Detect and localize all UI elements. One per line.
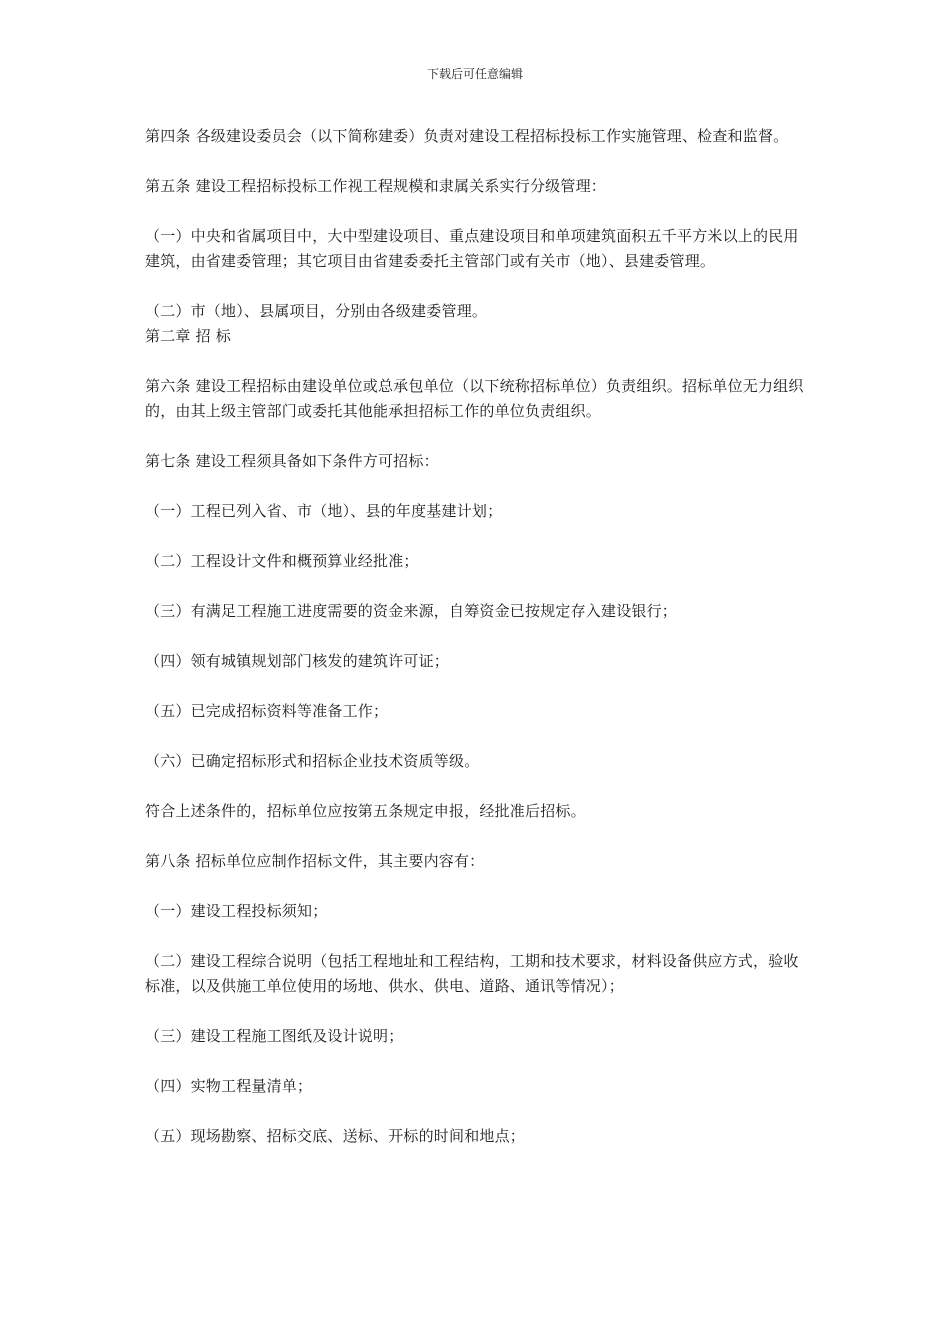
document-body — [145, 124, 809, 1174]
article-7-item-3: （三）有满足工程施工进度需要的资金来源，自筹资金已按规定存入建设银行； — [145, 602, 678, 620]
article-8: 第八条 招标单位应制作招标文件，其主要内容有： — [145, 852, 485, 870]
article-7-item-6: （六）已确定招标形式和招标企业技术资质等级。 — [145, 752, 480, 770]
article-7: 第七条 建设工程须具备如下条件方可招标： — [145, 452, 439, 470]
article-7-item-1: （一）工程已列入省、市（地）、县的年度基建计划； — [145, 502, 503, 520]
article-5: 第五条 建设工程招标投标工作视工程规模和隶属关系实行分级管理： — [145, 177, 606, 195]
page-header: 下载后可任意编辑 — [426, 67, 523, 81]
article-7-item-2: （二）工程设计文件和概预算业经批准； — [145, 552, 419, 570]
article-7-item-5: （五）已完成招标资料等准备工作； — [145, 702, 389, 720]
article-7-note: 符合上述条件的，招标单位应按第五条规定申报，经批准后招标。 — [145, 802, 586, 820]
article-5-item-1: （一）中央和省属项目中，大中型建设项目、重点建设项目和单项建筑面积五千平方米以上的民用建筑，由省建委管理；其它项目由省建委委托主管部门或有关市（地）、县建委管理。 — [145, 227, 799, 270]
article-8-item-4: （四）实物工程量清单； — [145, 1077, 313, 1095]
article-7-item-4: （四）领有城镇规划部门核发的建筑许可证； — [145, 652, 450, 670]
article-4: 第四条 各级建设委员会（以下简称建委）负责对建设工程招标投标工作实施管理、检查和监督。 — [145, 127, 789, 145]
article-6: 第六条 建设工程招标由建设单位或总承包单位（以下统称招标单位）负责组织。招标单位无力组织的，由其上级主管部门或委托其他能承担招标工作的单位负责组织。 — [145, 377, 804, 420]
article-8-item-2: （二）建设工程综合说明（包括工程地址和工程结构，工期和技术要求，材料设备供应方式，验收标准，以及供施工单位使用的场地、供水、供电、道路、通讯等情况）； — [145, 952, 799, 995]
article-8-item-1: （一）建设工程投标须知； — [145, 902, 328, 920]
article-8-item-5: （五）现场勘察、招标交底、送标、开标的时间和地点； — [145, 1127, 526, 1145]
article-8-item-3: （三）建设工程施工图纸及设计说明； — [145, 1027, 404, 1045]
article-5-item-2: （二）市（地）、县属项目，分别由各级建委管理。 — [145, 302, 488, 320]
chapter-2-heading: 第二章 招 标 — [145, 327, 231, 345]
